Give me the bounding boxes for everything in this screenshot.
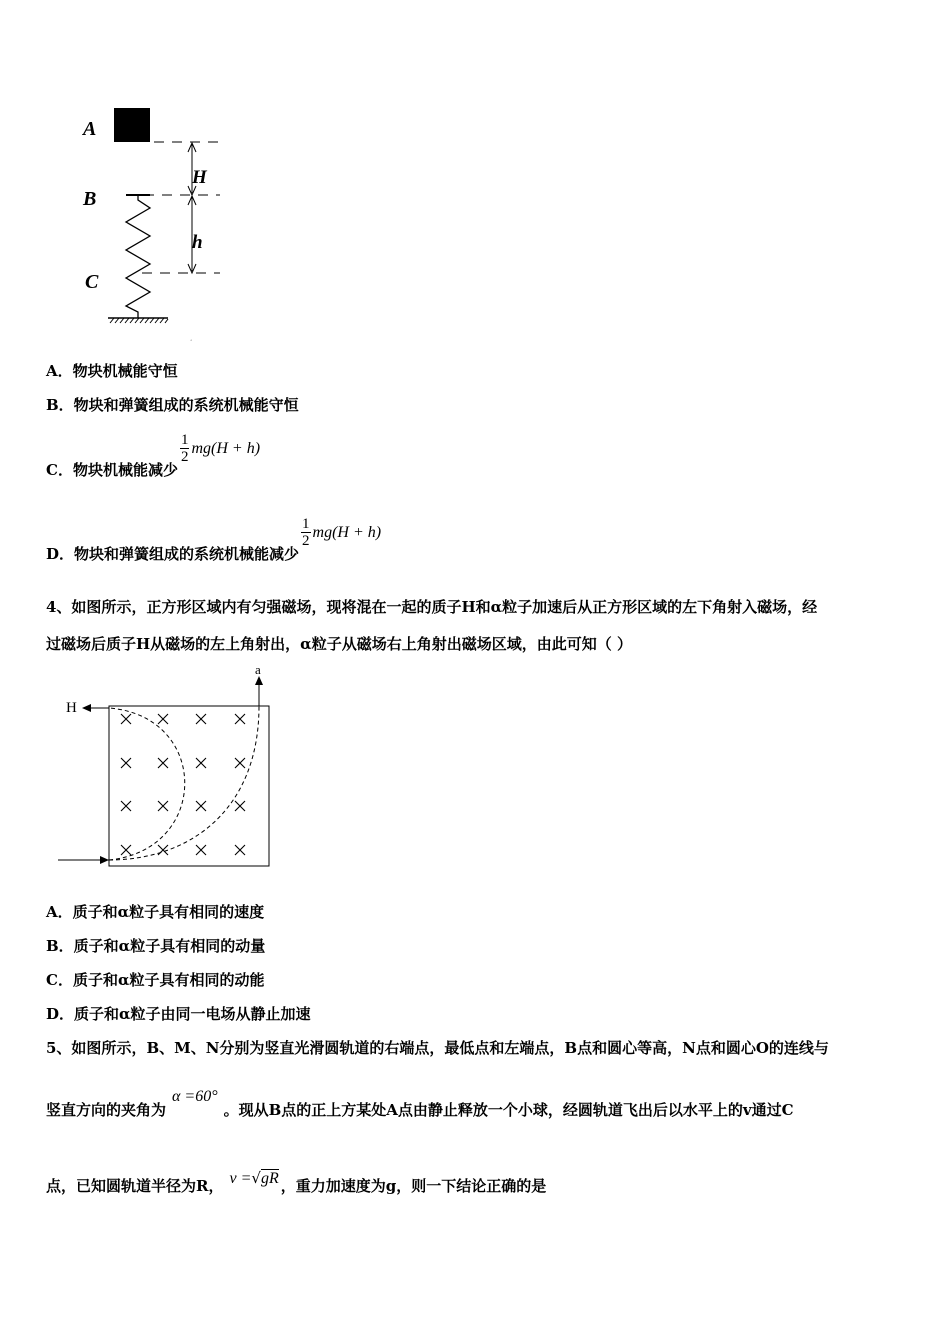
q5-line2-end: 。现从B点的正上方某处A点由静止释放一个小球，经圆轨道飞出后以水平上的v通过C: [223, 1101, 794, 1119]
q5-v-sqrt: gR: [260, 1170, 279, 1187]
proton-path: [109, 708, 185, 860]
alpha-path: [109, 706, 259, 860]
q3-option-d-text: D．物块和弹簧组成的系统机械能减少: [46, 544, 300, 563]
block-a: [114, 108, 150, 142]
field-square: [109, 706, 269, 866]
label-small-h: h: [192, 232, 203, 253]
q3-option-a[interactable]: A．物块机械能守恒: [46, 362, 178, 380]
sqrt-icon: √: [251, 1169, 261, 1187]
q5-stem-line2: [46, 1088, 794, 1121]
field-diagram: [50, 660, 310, 875]
q4-option-c[interactable]: C．质子和α粒子具有相同的动能: [46, 971, 265, 989]
q5-angle-expr: α =60°: [172, 1088, 218, 1105]
label-proton-h: H: [66, 700, 77, 716]
q4-option-d[interactable]: D．质子和α粒子由同一电场从静止加速: [46, 1005, 311, 1023]
q3-option-d-expr: mg(H + h): [312, 523, 382, 541]
q3-option-b[interactable]: B．物块和弹簧组成的系统机械能守恒: [46, 396, 299, 414]
spring: [126, 195, 150, 318]
label-alpha: a: [255, 662, 261, 677]
q3-option-d-fraction: $\frac{1}{2}$: [302, 516, 310, 549]
label-b: B: [83, 188, 97, 210]
q3-option-d[interactable]: [46, 512, 382, 563]
q5-stem-line1: 5、如图所示，B、M、N分别为竖直光滑圆轨道的右端点，最低点和左端点，B点和圆心等高，N点和圆心O的连线与: [46, 1039, 829, 1057]
q3-option-c-text: C．物块机械能减少: [46, 460, 178, 479]
magnetic-field-figure: [50, 660, 310, 875]
q5-line2-start: 竖直方向的夹角为: [46, 1101, 167, 1119]
q4-stem-line2: 过磁场后质子H从磁场的左上角射出，α粒子从磁场右上角射出磁场区域，由此可知（ ）: [46, 635, 632, 653]
label-big-h: H: [192, 167, 207, 188]
svg-text:ʻ: ʻ: [190, 338, 193, 346]
q5-v-expr: v =: [229, 1170, 252, 1187]
proton-exit-arrowhead: [82, 704, 91, 712]
q3-option-c[interactable]: [46, 428, 261, 479]
q3-option-c-expr: mg(H + h): [191, 439, 261, 457]
spring-figure: [70, 100, 240, 350]
label-a: A: [83, 118, 97, 140]
incoming-arrowhead: [100, 856, 109, 864]
q5-line3-end: ，重力加速度为g，则一下结论正确的是: [280, 1177, 547, 1195]
label-c: C: [85, 271, 99, 293]
q5-stem-line3: [46, 1169, 547, 1197]
q3-option-c-fraction: $\frac{1}{2}$: [180, 432, 189, 465]
q4-option-a[interactable]: A．质子和α粒子具有相同的速度: [46, 903, 265, 921]
field-crosses: [121, 714, 245, 855]
q4-option-b[interactable]: B．质子和α粒子具有相同的动量: [46, 937, 266, 955]
q4-stem-line1: 4、如图所示，正方形区域内有匀强磁场，现将混在一起的质子H和α粒子加速后从正方形区域的左下角射入磁场，经: [46, 598, 818, 616]
q5-line3-start: 点，已知圆轨道半径为R，: [46, 1177, 224, 1195]
